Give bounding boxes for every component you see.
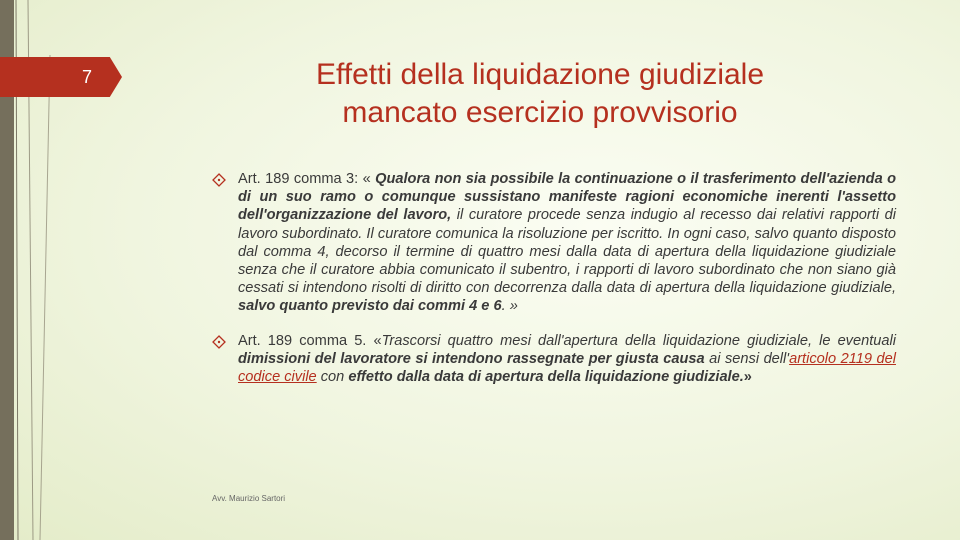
slide-title — [240, 56, 840, 132]
text-segment: Qualora non sia possibile la continuazione o il trasferimento dell'azienda o di un suo ramo o comunque sussistano manifeste ragioni economiche inerenti l'assetto dell'organizzazione del lavoro, — [238, 171, 896, 224]
slide-number-tab — [0, 57, 122, 97]
text-segment: Art. 189 comma 5. « — [238, 332, 382, 349]
text-segment: ai sensi dell' — [704, 350, 790, 367]
bullet-text — [238, 170, 896, 316]
text-segment: salvo quanto previsto dai commi 4 e 6 — [238, 298, 502, 315]
text-segment: effetto dalla data di apertura della liquidazione giudiziale. — [348, 369, 744, 386]
text-segment: con — [316, 369, 349, 386]
text-segment: Trascorsi quattro mesi dall'apertura della liquidazione giudiziale, le eventuali — [381, 332, 896, 349]
diamond-bullet-icon — [212, 173, 226, 187]
footer-author: Avv. Maurizio Sartori — [212, 494, 286, 503]
civil-code-link[interactable]: articolo 2119 del codice civile — [238, 350, 896, 386]
slide-number: 7 — [82, 67, 93, 87]
text-segment: . » — [501, 298, 518, 315]
slide-content — [212, 170, 896, 402]
text-segment: dimissioni del lavoratore si intendono rassegnate per giusta causa — [238, 350, 705, 367]
bullet-item — [212, 332, 896, 387]
text-segment: » — [743, 369, 752, 386]
text-segment: il curatore procede senza indugio al recesso dai relativi rapporti di lavoro subordinato. Il curatore comunica la risoluzione per iscritto. In ogni caso, salvo quanto disposto dal comma 4, decorso il termine di quattro mesi dalla data di apertura della liquidazione giudiziale senza che il curatore abbia comunicato il subentro, i rapporti di lavoro subordinato che non siano già cessati si intendono risolti di diritto con decorrenza dalla data di apertura della liquidazione giudiziale, — [238, 207, 896, 297]
title-line-2: mancato esercizio provvisorio — [342, 96, 738, 129]
diamond-bullet-icon — [212, 335, 226, 349]
bullet-item — [212, 170, 896, 316]
bullet-text — [238, 332, 896, 387]
text-segment: Art. 189 comma 3: « — [238, 171, 376, 187]
title-line-1: Effetti della liquidazione giudiziale — [315, 58, 765, 91]
